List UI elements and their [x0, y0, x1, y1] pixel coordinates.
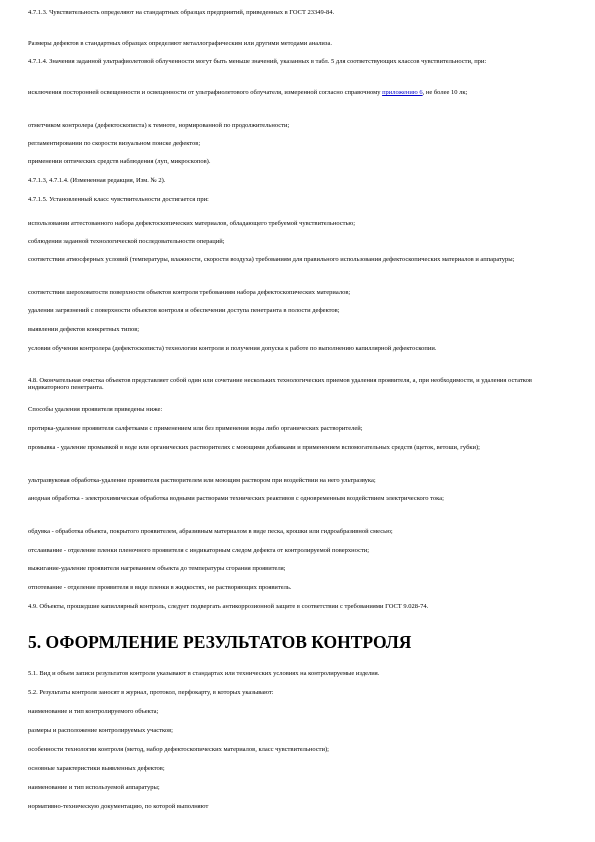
- paragraph-4-8: 4.8. Окончательная очистка объектов представляет собой один или сочетание нескольких технологических приемов удаления проявителя, а, при необходимости, и удаления остатков индикаторного пенетранта.: [28, 377, 532, 392]
- list-item: отслаивание - отделение пленки пленочного проявителя с индикаторным следом дефекта от контролируемой поверхности;: [28, 547, 370, 554]
- amendment-note: 4.7.1.3, 4.7.1.4. (Измененная редакция, Изм. № 2).: [28, 177, 166, 184]
- list-item: промывка - удаление промывкой в воде или органических растворителях с моющими добавками и применением вспомогательных средств (щеток, ветоши, губки);: [28, 444, 480, 451]
- paragraph-5-2: 5.2. Результаты контроля заносят в журнал, протокол, перфокарту, в которых указывают:: [28, 689, 274, 696]
- list-item: основные характеристики выявленных дефектов;: [28, 765, 165, 772]
- list-item: выявлении дефектов конкретных типов;: [28, 326, 140, 333]
- list-item: ультразвуковая обработка-удаление проявителя растворителем или моющим раствором при воздействии на него ультразвука;: [28, 477, 376, 484]
- list-item: соблюдении заданной технологической последовательности операций;: [28, 238, 225, 245]
- paragraph-4-9: 4.9. Объекты, прошедшие капиллярный контроль, следует подвергать антикоррозионной защите в соответствии с требованиями ГОСТ 9.028-74.: [28, 603, 429, 610]
- list-item: соответствии атмосферных условий (температуры, влажности, скорости воздуха) требованиям для правильного использования дефектоскопических материалов и аппаратуры;: [28, 256, 515, 263]
- list-item: отпотевание - отделение проявителя в виде пленки в жидкостях, не растворяющих проявитель.: [28, 584, 292, 591]
- paragraph-5-1: 5.1. Вид и объем записи результатов контроля указывают в стандартах или технических условиях на контролируемые изделия.: [28, 670, 380, 677]
- paragraph-exclusion-text: исключения посторонней освещенности и освещенности от ультрафиолетового облучателя, измеренной согласно справочному: [28, 89, 383, 96]
- list-item: отметчиком контролера (дефектоскописта) к темноте, нормированной по продолжительности;: [28, 122, 290, 129]
- paragraph-4-7-1-5: 4.7.1.5. Установленный класс чувствительности достигается при:: [28, 196, 209, 203]
- list-item: регламентировании по скорости визуальном поиске дефектов;: [28, 140, 201, 147]
- list-item: применении оптических средств наблюдения (луп, микроскопов).: [28, 158, 211, 165]
- list-item: обдувка - обработка объекта, покрытого проявителем, абразивным материалом в виде песка, крошки или гидроабразивной смесью;: [28, 528, 393, 535]
- paragraph-exclusion-tail: , не более 10 лк;: [422, 89, 468, 96]
- section-5-heading: 5. ОФОРМЛЕНИЕ РЕЗУЛЬТАТОВ КОНТРОЛЯ: [28, 632, 412, 652]
- list-item: наименование и тип используемой аппаратуры;: [28, 784, 160, 791]
- list-item: протирка-удаление проявителя салфетками с применением или без применения воды либо органических растворителей;: [28, 425, 363, 432]
- paragraph-defect-sizes: Размеры дефектов в стандартных образцах определяют металлографическим или другими методами анализа.: [28, 40, 332, 47]
- appendix-6-link[interactable]: приложению 6: [382, 89, 423, 96]
- list-item: использовании аттестованного набора дефектоскопических материалов, обладающего требуемой чувствительностью;: [28, 220, 356, 227]
- paragraph-methods-intro: Способы удаления проявителя приведены ниже:: [28, 406, 163, 413]
- paragraph-4-7-1-3: 4.7.1.3. Чувствительность определяют на стандартных образцах предприятий, приведенных в ГОСТ 23349-84.: [28, 9, 335, 16]
- list-item: нормативно-техническую документацию, по которой выполняют: [28, 803, 209, 810]
- paragraph-exclusion-light: [28, 89, 568, 96]
- list-item: анодная обработка - электрохимическая обработка водными растворами технических реактивов с одновременным воздействием электрического тока;: [28, 495, 444, 502]
- list-item: размеры и расположение контролируемых участков;: [28, 727, 173, 734]
- list-item: соответствии шероховатости поверхности объектов контроля требованиям набора дефектоскопических материалов;: [28, 289, 351, 296]
- list-item: условии обучения контролера (дефектоскописта) технологии контроля и получения допуска к работе по выполнению капиллярной дефектоскопии.: [28, 345, 437, 352]
- list-item: выжигание-удаление проявителя нагреванием объекта до температуры сгорания проявителя;: [28, 565, 286, 572]
- list-item: наименование и тип контролируемого объекта;: [28, 708, 159, 715]
- list-item: удалении загрязнений с поверхности объектов контроля и обеспечении доступа пенетранта в полости дефектов;: [28, 307, 340, 314]
- list-item: особенности технологии контроля (метод, набор дефектоскопических материалов, класс чувствительности);: [28, 746, 329, 753]
- paragraph-4-7-1-4: 4.7.1.4. Значения заданной ультрафиолетовой облученности могут быть меньше значений, указанных в табл. 5 для соответствующих классов чувствительности, при:: [28, 58, 487, 65]
